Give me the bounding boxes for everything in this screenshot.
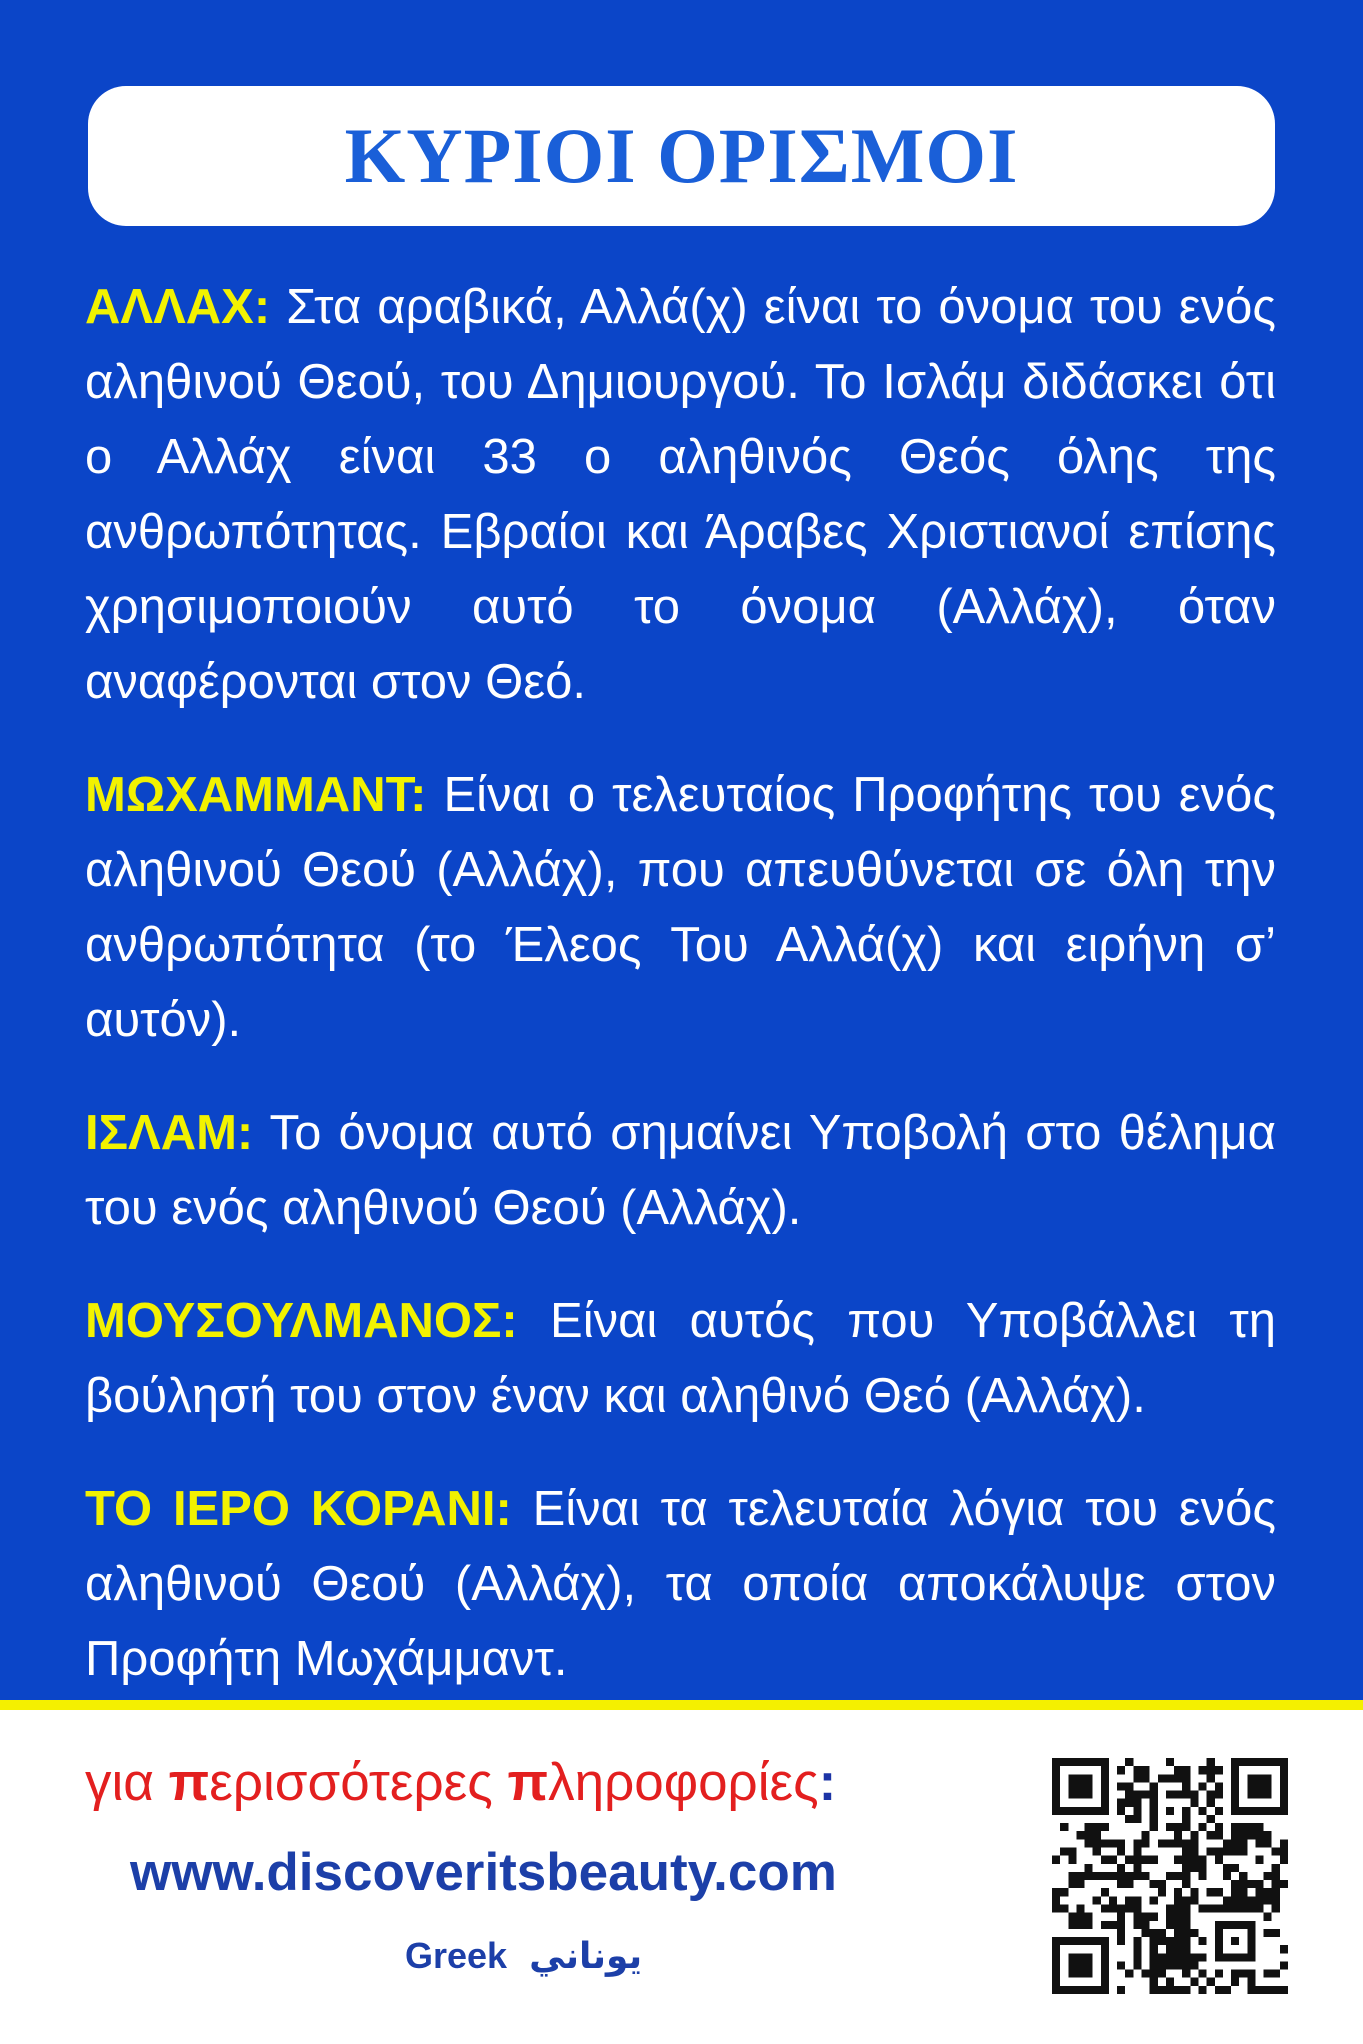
term-label: ΤΟ ΙΕΡΟ ΚΟΡΑΝΙ: (85, 1482, 512, 1536)
more-info-part: ερισσότερες (209, 1753, 508, 1812)
qr-code-graphic (1052, 1758, 1288, 1994)
divider-line (0, 1700, 1363, 1710)
title-banner (88, 86, 1275, 226)
more-info-text (85, 1752, 836, 1813)
language-english: Greek (405, 1935, 508, 1976)
definition-allah (85, 270, 1276, 720)
definition-text: Είναι ο τελευταίος Προφήτης του ενός αληθινού Θεού (Αλλάχ), που απευθύνεται σε όλη την ανθρωπότητα (το Έλεος Του Αλλά(χ) και ειρήνη σ’ αυτόν). (85, 768, 1276, 1047)
more-info-part: για (85, 1753, 169, 1812)
term-label: ΙΣΛΑΜ: (85, 1106, 254, 1160)
language-label (405, 1935, 642, 1977)
definitions-list (85, 270, 1276, 1735)
definition-quran (85, 1472, 1276, 1697)
definition-text: Είναι τα τελευταία λόγια του ενός αληθινού Θεού (Αλλάχ), τα οποία αποκάλυψε στον Προφήτη Μωχάμμαντ. (85, 1482, 1276, 1686)
definition-text: Το όνομα αυτό σημαίνει Υποβολή στο θέλημα του ενός αληθινού Θεού (Αλλάχ). (85, 1106, 1276, 1235)
term-label: ΑΛΛΑΧ: (85, 280, 271, 334)
definition-muslim (85, 1284, 1276, 1434)
language-arabic: يوناني (529, 1935, 643, 1976)
page-title: ΚΥΡΙΟΙ ΟΡΙΣΜΟΙ (344, 112, 1019, 199)
more-info-part: π (507, 1753, 549, 1812)
definition-text: Είναι αυτός που Υποβάλλει τη βούλησή του στον έναν και αληθινό Θεό (Αλλάχ). (85, 1294, 1276, 1423)
more-info-part: ληροφορίες (548, 1753, 819, 1812)
more-info-part: π (168, 1753, 210, 1812)
website-link[interactable]: www.discoveritsbeauty.com (130, 1843, 837, 1902)
definition-islam (85, 1096, 1276, 1246)
qr-code-icon (1052, 1758, 1288, 1994)
term-label: ΜΟΥΣΟΥΛΜΑΝΟΣ: (85, 1294, 518, 1348)
more-info-part: : (818, 1753, 837, 1812)
definition-text: Στα αραβικά, Αλλά(χ) είναι το όνομα του ενός αληθινού Θεού, του Δημιουργού. Το Ισλάμ διδάσκει ότι ο Αλλάχ είναι 33 ο αληθινός Θεός όλης της ανθρωπότητας. Εβραίοι και Άραβες Χριστιανοί επίσης χρησιμοποιούν αυτό το όνομα (Αλλάχ), όταν αναφέρονται στον Θεό. (85, 280, 1276, 709)
definition-muhammad (85, 758, 1276, 1058)
term-label: ΜΩΧΑΜΜΑΝΤ: (85, 768, 427, 822)
